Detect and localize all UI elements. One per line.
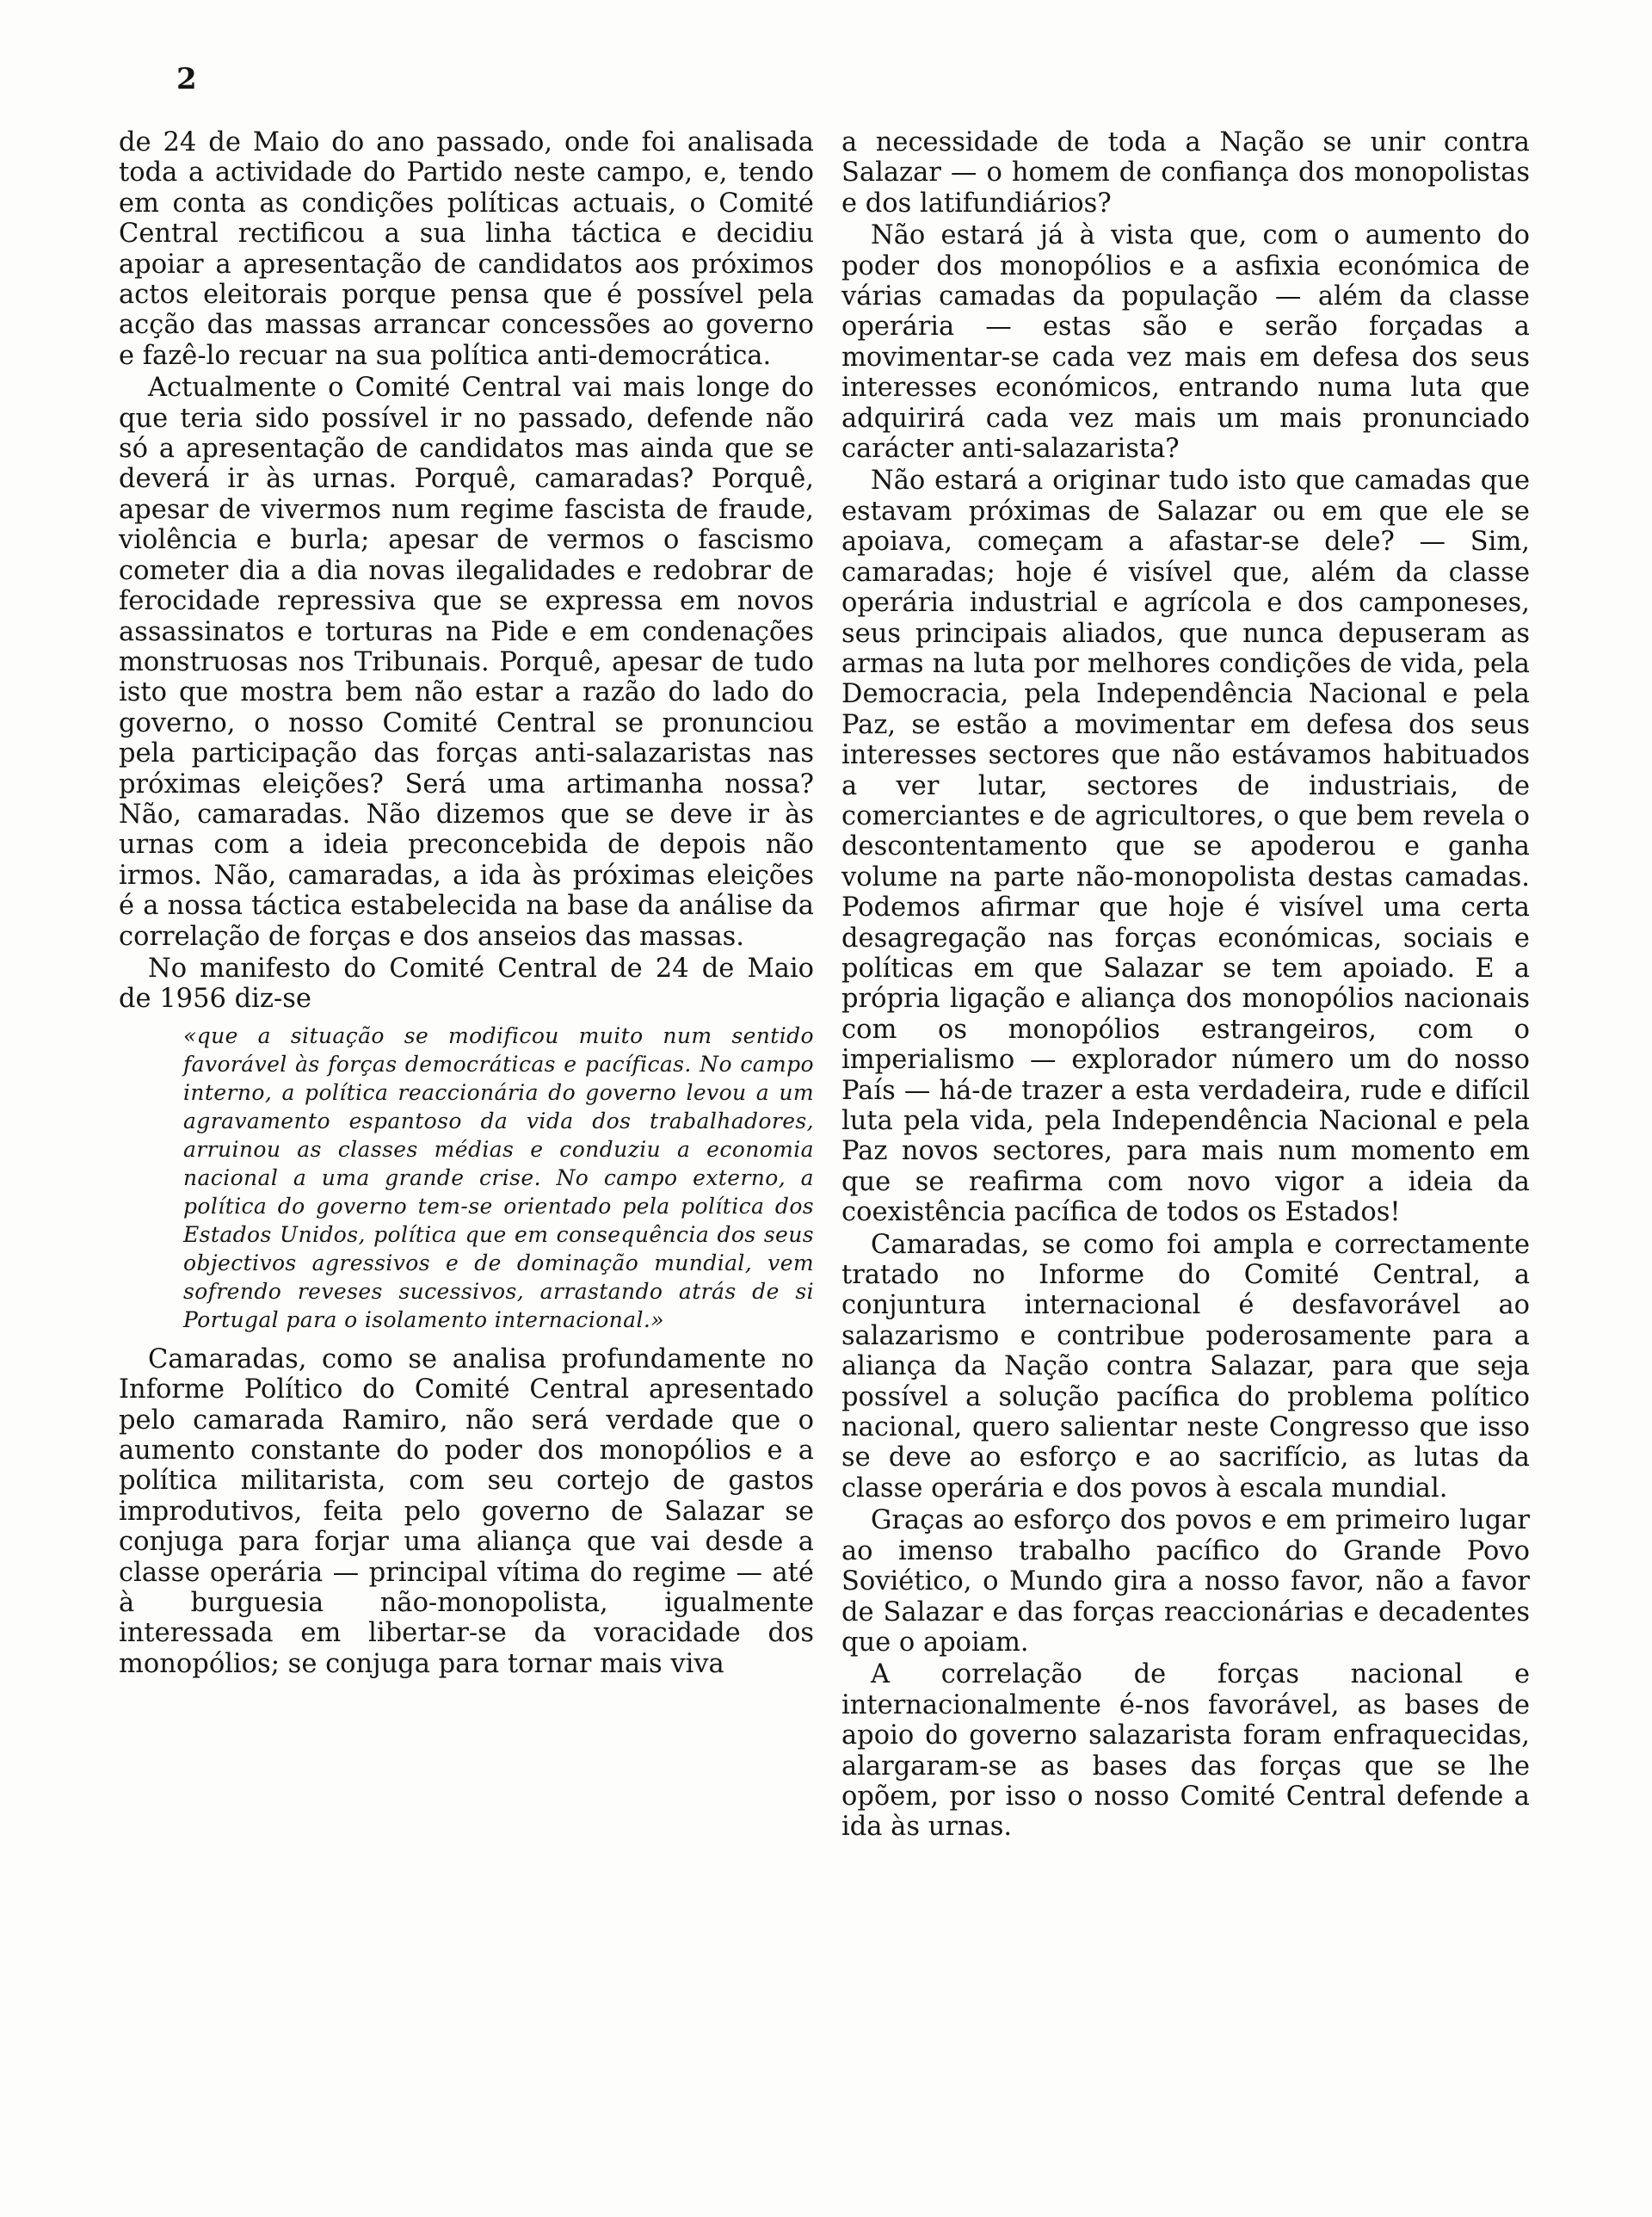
manifesto-quote: «que a situação se modificou muito num sentido favorável às forças democráticas e pacíficas. No campo interno, a política reaccionária do governo levou a um agravamento espantoso da vida dos trabalhadores, arruinou as classes médias e conduziu a economia nacional a uma grande crise. No campo externo, a política do governo tem-se orientado pela política dos Estados Unidos, política que em consequência dos seus objectivos agressivos e de dominação mundial, vem sofrendo reveses sucessivos, arrastando atrás de si Portugal para o isolamento internacional.» — [183, 1022, 814, 1332]
right-column — [841, 127, 1530, 1843]
left-paragraph-3: No manifesto do Comité Central de 24 de Maio de 1956 diz-se — [119, 953, 814, 1015]
right-paragraph-3: Não estará a originar tudo isto que camadas que estavam próximas de Salazar ou em que ele se apoiava, começam a afastar-se dele? — Sim, camaradas; hoje é visível que, além da classe operária industrial e agrícola e dos camponeses, seus principais aliados, que nunca depuseram as armas na luta por melhores condições de vida, pela Democracia, pela Independência Nacional e pela Paz, se estão a movimentar em defesa dos seus interesses sectores que não estávamos habituados a ver lutar, sectores de industriais, de comerciantes e de agricultores, o que bem revela o descontentamento que se apoderou e ganha volume na parte não-monopolista destas camadas. Podemos afirmar que hoje é visível uma certa desagregação nas forças económicas, sociais e políticas em que Salazar se tem apoiado. E a própria ligação e aliança dos monopólios nacionais com os monopólios estrangeiros, com o imperialismo — explorador número um do nosso País — há-de trazer a esta verdadeira, rude e difícil luta pela vida, pela Independência Nacional e pela Paz novos sectores, para mais num momento em que se reafirma com novo vigor a ideia da coexistência pacífica de todos os Estados! — [841, 466, 1530, 1228]
right-paragraph-1: a necessidade de toda a Nação se unir contra Salazar — o homem de confiança dos monopolistas e dos latifundiários? — [841, 127, 1530, 219]
right-paragraph-2: Não estará já à vista que, com o aumento do poder dos monopólios e a asfixia económica de várias camadas da população — além da classe operária — estas são e serão forçadas a movimentar-se cada vez mais em defesa dos seus interesses económicos, entrando numa luta que adquirirá cada vez mais um mais pronunciado carácter anti-salazarista? — [841, 220, 1530, 465]
page-number: 2 — [176, 62, 197, 96]
left-column — [119, 127, 814, 1679]
left-paragraph-1: de 24 de Maio do ano passado, onde foi analisada toda a actividade do Partido neste campo, e, tendo em conta as condições políticas actuais, o Comité Central rectificou a sua linha táctica e decidiu apoiar a apresentação de candidatos aos próximos actos eleitorais porque pensa que é possível pela acção das massas arrancar concessões ao governo e fazê-lo recuar na sua política anti-democrática. — [119, 127, 814, 371]
right-paragraph-6: A correlação de forças nacional e internacionalmente é-nos favorável, as bases de apoio do governo salazarista foram enfraquecidas, alargaram-se as bases das forças que se lhe opõem, por isso o nosso Comité Central defende a ida às urnas. — [841, 1659, 1530, 1843]
left-paragraph-4: Camaradas, como se analisa profundamente no Informe Político do Comité Central apresentado pelo camarada Ramiro, não será verdade que o aumento constante do poder dos monopólios e a política militarista, com seu cortejo de gastos improdutivos, feita pelo governo de Salazar se conjuga para forjar uma aliança que vai desde a classe operária — principal vítima do regime — até à burguesia não-monopolista, igualmente interessada em libertar-se da voracidade dos monopólios; se conjuga para tornar mais viva — [119, 1343, 814, 1679]
right-paragraph-4: Camaradas, se como foi ampla e correctamente tratado no Informe do Comité Central, a conjuntura internacional é desfavorável ao salazarismo e contribue poderosamente para a aliança da Nação contra Salazar, para que seja possível a solução pacífica do problema político nacional, quero salientar neste Congresso que isso se deve ao esforço e ao sacrifício, as lutas da classe operária e dos povos à escala mundial. — [841, 1229, 1530, 1504]
left-paragraph-2: Actualmente o Comité Central vai mais longe do que teria sido possível ir no passado, defende não só a apresentação de candidatos mas ainda que se deverá ir às urnas. Porquê, camaradas? Porquê, apesar de vivermos num regime fascista de fraude, violência e burla; apesar de vermos o fascismo cometer dia a dia novas ilegalidades e redobrar de ferocidade repressiva que se expressa em novos assassinatos e torturas na Pide e em condenações monstruosas nos Tribunais. Porquê, apesar de tudo isto que mostra bem não estar a razão do lado do governo, o nosso Comité Central se pronunciou pela participação das forças anti-salazaristas nas próximas eleições? Será uma artimanha nossa? Não, camaradas. Não dizemos que se deve ir às urnas com a ideia preconcebida de depois não irmos. Não, camaradas, a ida às próximas eleições é a nossa táctica estabelecida na base da análise da correlação de forças e dos anseios das massas. — [119, 373, 814, 952]
right-paragraph-5: Graças ao esforço dos povos e em primeiro lugar ao imenso trabalho pacífico do Grande Povo Soviético, o Mundo gira a nosso favor, não a favor de Salazar e das forças reaccionárias e decadentes que o apoiam. — [841, 1505, 1530, 1658]
